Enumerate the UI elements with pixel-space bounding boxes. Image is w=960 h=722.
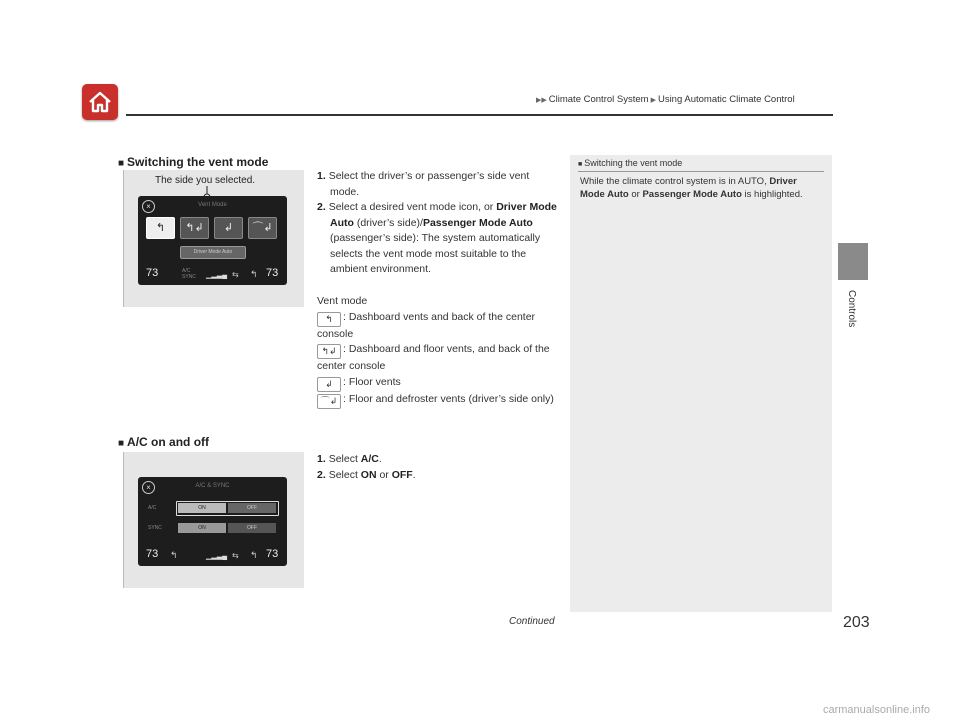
chevron-right-icon: ▶ — [650, 97, 656, 104]
dashboard-vent-icon: ↰ — [317, 312, 341, 327]
ac-row-label: A/C — [148, 505, 157, 511]
ac-sync-status: A/C SYNC — [182, 268, 196, 280]
vent-status-icon: ↰ — [170, 550, 178, 560]
home-icon[interactable] — [82, 84, 118, 120]
header-rule — [126, 114, 833, 116]
note-body: While the climate control system is in AUTO, Driver Mode Auto or Passenger Mode Auto is highlighted. — [580, 176, 803, 200]
floor-defroster-vent-icon[interactable]: ⌒↲ — [248, 217, 277, 239]
section-title: Switching the vent mode — [127, 155, 269, 169]
section-heading — [118, 155, 268, 169]
section-heading — [118, 435, 209, 449]
screen-title: Vent Mode — [198, 202, 227, 208]
vent-mode-heading: Vent mode — [317, 295, 368, 307]
vent-status-icon: ↰ — [250, 269, 258, 279]
list-item: ↰ : Dashboard vents and back of the center console — [317, 310, 536, 340]
list-item: ⌒↲ : Floor and defroster vents (driver’s side only) — [317, 392, 557, 409]
chevron-right-icon: ▶▶ — [536, 97, 547, 104]
continued-label: Continued — [509, 616, 555, 627]
page-number: 203 — [843, 614, 870, 631]
square-bullet-icon: ■ — [118, 438, 125, 449]
fan-speed-icon[interactable]: ▁▂▃▄ — [206, 272, 228, 279]
dashboard-vent-icon[interactable]: ↰ — [146, 217, 175, 239]
vent-mode-screen — [138, 196, 287, 285]
note-divider — [578, 171, 824, 172]
ac-on-button[interactable]: ON — [178, 503, 226, 513]
step-2: 2. Select a desired vent mode icon, or Driver Mode Auto (driver’s side)/Passenger Mode Auto (passenger’s side): The system automatically selects the vent mode most suitable to the ambient environment. — [317, 201, 557, 275]
vent-mode-list — [317, 294, 557, 409]
fan-speed-icon[interactable]: ▁▂▃▄ — [206, 553, 228, 560]
breadcrumb-item[interactable]: Using Automatic Climate Control — [657, 94, 795, 105]
sync-row-label: SYNC — [148, 525, 162, 531]
floor-vent-icon[interactable]: ↲ — [214, 217, 243, 239]
step-2: 2. Select ON or OFF. — [317, 468, 416, 481]
chapter-tab[interactable] — [838, 243, 868, 280]
breadcrumb — [534, 94, 795, 105]
recirculation-icon[interactable]: ⇆ — [232, 270, 239, 279]
ac-off-button[interactable]: OFF — [228, 503, 276, 513]
temp-left: 73 — [146, 548, 159, 560]
close-icon[interactable]: × — [142, 200, 155, 213]
note-panel — [570, 155, 832, 612]
note-marker-icon: ■ — [578, 161, 583, 168]
note-heading: ■ Switching the vent mode — [578, 158, 683, 168]
temp-left: 73 — [146, 267, 159, 279]
step-1: 1. Select A/C. — [317, 453, 382, 465]
recirculation-icon[interactable]: ⇆ — [232, 551, 239, 560]
watermark: carmanualsonline.info — [822, 704, 930, 716]
section-title: A/C on and off — [127, 435, 210, 449]
chapter-tab-label: Controls — [846, 290, 857, 328]
dashboard-floor-vent-icon[interactable]: ↰↲ — [180, 217, 209, 239]
screen-title: A/C & SYNC — [195, 483, 230, 489]
dashboard-floor-vent-icon: ↰↲ — [317, 344, 341, 359]
list-item: ↰↲ : Dashboard and floor vents, and back of the center console — [317, 343, 550, 372]
callout-label: The side you selected. — [155, 175, 256, 186]
sync-on-button[interactable]: ON — [178, 523, 226, 533]
driver-mode-auto-button[interactable]: Driver Mode Auto — [180, 246, 246, 259]
vent-status-icon: ↰ — [250, 550, 258, 560]
sync-off-button[interactable]: OFF — [228, 523, 276, 533]
step-1: 1. Select the driver’s or passenger’s side vent mode. 2. Select a desired vent mode icon, or Driver Mode Auto (driver’s side)/Passenger Mode Auto (passenger’s side): The system automatically selects the vent mode most suitable to the ambient environment. — [317, 169, 557, 278]
list-item: ↲ : Floor vents — [317, 375, 557, 392]
square-bullet-icon: ■ — [118, 158, 125, 169]
ac-steps — [317, 452, 557, 483]
floor-defroster-vent-icon: ⌒↲ — [317, 394, 341, 409]
temp-right: 73 — [266, 548, 279, 560]
ac-screen — [138, 477, 287, 566]
close-icon[interactable]: × — [142, 481, 155, 494]
temp-right: 73 — [266, 267, 279, 279]
floor-vent-icon: ↲ — [317, 377, 341, 392]
breadcrumb-item[interactable]: Climate Control System — [548, 94, 649, 105]
